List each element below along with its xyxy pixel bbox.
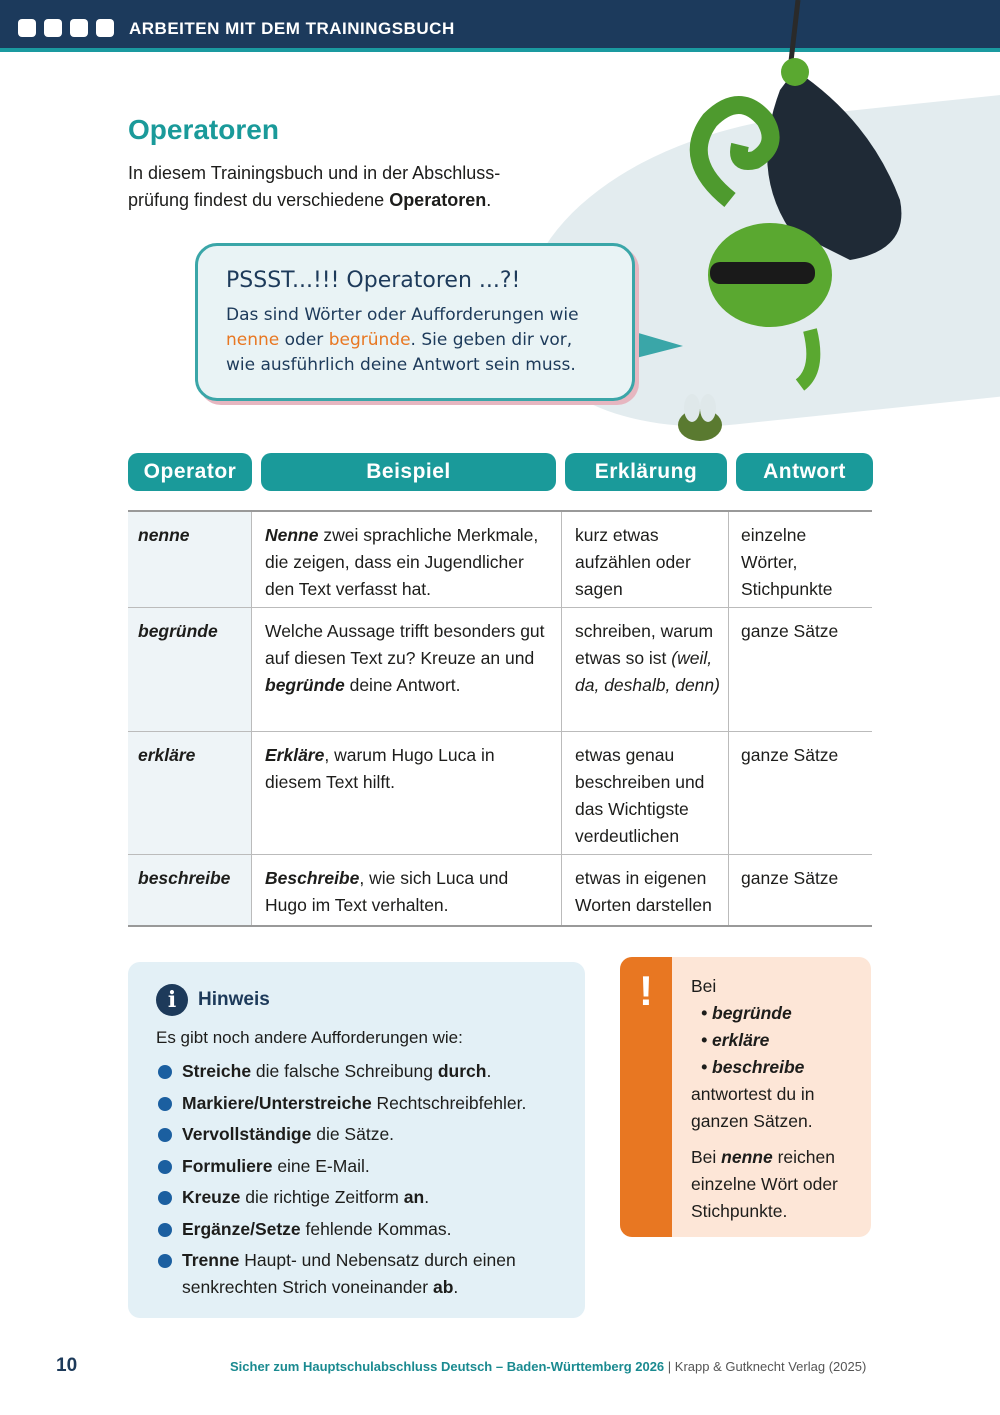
speech-bubble <box>195 243 635 401</box>
table-row <box>128 732 872 855</box>
explanation-cell: kurz etwas aufzählen oder sagen <box>562 512 729 607</box>
hint-list-item: Markiere/Unterstreiche Rechtschreibfehler. <box>156 1090 557 1117</box>
exclamation-icon: ! <box>620 957 672 1237</box>
bubble-text: Das sind Wörter oder Aufforderungen wie nenne oder begründe. Sie geben dir vor, wie ausführlich deine Antwort sein muss. <box>226 305 579 375</box>
answer-cell: ganze Sätze <box>741 745 839 765</box>
operator-cell: beschreibe <box>128 855 252 925</box>
hint-header <box>156 984 557 1016</box>
column-header-erklaerung: Erklärung <box>565 453 727 491</box>
bullet-icon <box>158 1065 172 1079</box>
square-icon <box>44 19 62 37</box>
speech-bubble-tail <box>628 330 683 360</box>
operator-cell: nenne <box>128 512 252 607</box>
hint-list-item: Formuliere eine E-Mail. <box>156 1153 557 1180</box>
example-cell: Welche Aussage trifft besonders gut auf diesen Text zu? Kreuze an und begründe deine Antwort. <box>252 608 562 731</box>
hint-list-item: Vervollständige die Sätze. <box>156 1121 557 1148</box>
hint-list <box>156 1058 557 1301</box>
page-title: Operatoren <box>128 114 279 145</box>
list-item: • begründe <box>701 1003 792 1023</box>
info-icon: i <box>156 984 188 1016</box>
table-row <box>128 512 872 608</box>
page-number: 10 <box>56 1355 78 1376</box>
table-row <box>128 608 872 732</box>
explanation-cell: etwas genau beschreiben und das Wichtigste verdeutlichen <box>562 732 729 854</box>
column-header-beispiel: Beispiel <box>261 453 556 491</box>
bullet-icon <box>158 1191 172 1205</box>
example-cell: Nenne zwei sprachliche Merkmale, die zeigen, dass ein Jugendlicher den Text verfasst hat. <box>252 512 562 607</box>
bullet-icon <box>158 1097 172 1111</box>
hint-subtitle: Es gibt noch andere Aufforderungen wie: <box>156 1028 463 1047</box>
bubble-heading: PSSST...!!! Operatoren ...?! <box>226 268 521 293</box>
square-icon <box>70 19 88 37</box>
warning-box <box>620 957 871 1237</box>
explanation-cell: etwas in eigenen Worten darstellen <box>562 855 729 925</box>
square-icon <box>96 19 114 37</box>
bullet-icon <box>158 1160 172 1174</box>
hint-list-item: Kreuze die richtige Zeitform an. <box>156 1184 557 1211</box>
operator-cell: begründe <box>128 608 252 731</box>
warning-text: Bei • begründe • erkläre • beschreibe antwortest du in ganzen Sätzen. Bei nenne reichen einzelne Wört oder Stichpunkte. <box>691 973 866 1225</box>
intro-text: In diesem Trainingsbuch und in der Abschluss-prüfung findest du verschiedene Operatoren. <box>128 163 501 210</box>
column-header-operator: Operator <box>128 453 252 491</box>
example-cell: Beschreibe, wie sich Luca und Hugo im Text verhalten. <box>252 855 562 925</box>
bullet-icon <box>158 1128 172 1142</box>
hint-list-item: Streiche die falsche Schreibung durch. <box>156 1058 557 1085</box>
hint-title: Hinweis <box>198 989 270 1010</box>
square-icon <box>18 19 36 37</box>
answer-cell: einzelne Wörter, Stichpunkte <box>741 525 833 599</box>
hint-list-item: Trenne Haupt- und Nebensatz durch einen senkrechten Strich voneinander ab. <box>156 1247 557 1301</box>
table-row <box>128 855 872 925</box>
example-cell: Erkläre, warum Hugo Luca in diesem Text hilft. <box>252 732 562 854</box>
column-header-antwort: Antwort <box>736 453 873 491</box>
list-item: • erkläre <box>701 1030 770 1050</box>
answer-cell: ganze Sätze <box>741 868 839 888</box>
list-item: • beschreibe <box>701 1057 805 1077</box>
footer-text: Sicher zum Hauptschulabschluss Deutsch – Baden-Württemberg 2026 | Krapp & Gutknecht Verlag (2025) <box>230 1359 867 1374</box>
bullet-icon <box>158 1254 172 1268</box>
chameleon-illustration <box>670 0 940 470</box>
operator-table <box>128 510 872 927</box>
answer-cell: ganze Sätze <box>741 621 839 641</box>
fly-icon <box>678 409 722 441</box>
hint-box <box>128 962 585 1318</box>
operator-cell: erkläre <box>128 732 252 854</box>
bullet-icon <box>158 1223 172 1237</box>
explanation-cell: schreiben, warum etwas so ist (weil, da, deshalb, denn) <box>562 608 729 731</box>
hint-list-item: Ergänze/Setze fehlende Kommas. <box>156 1216 557 1243</box>
header-title: ARBEITEN MIT DEM TRAININGSBUCH <box>129 19 455 38</box>
